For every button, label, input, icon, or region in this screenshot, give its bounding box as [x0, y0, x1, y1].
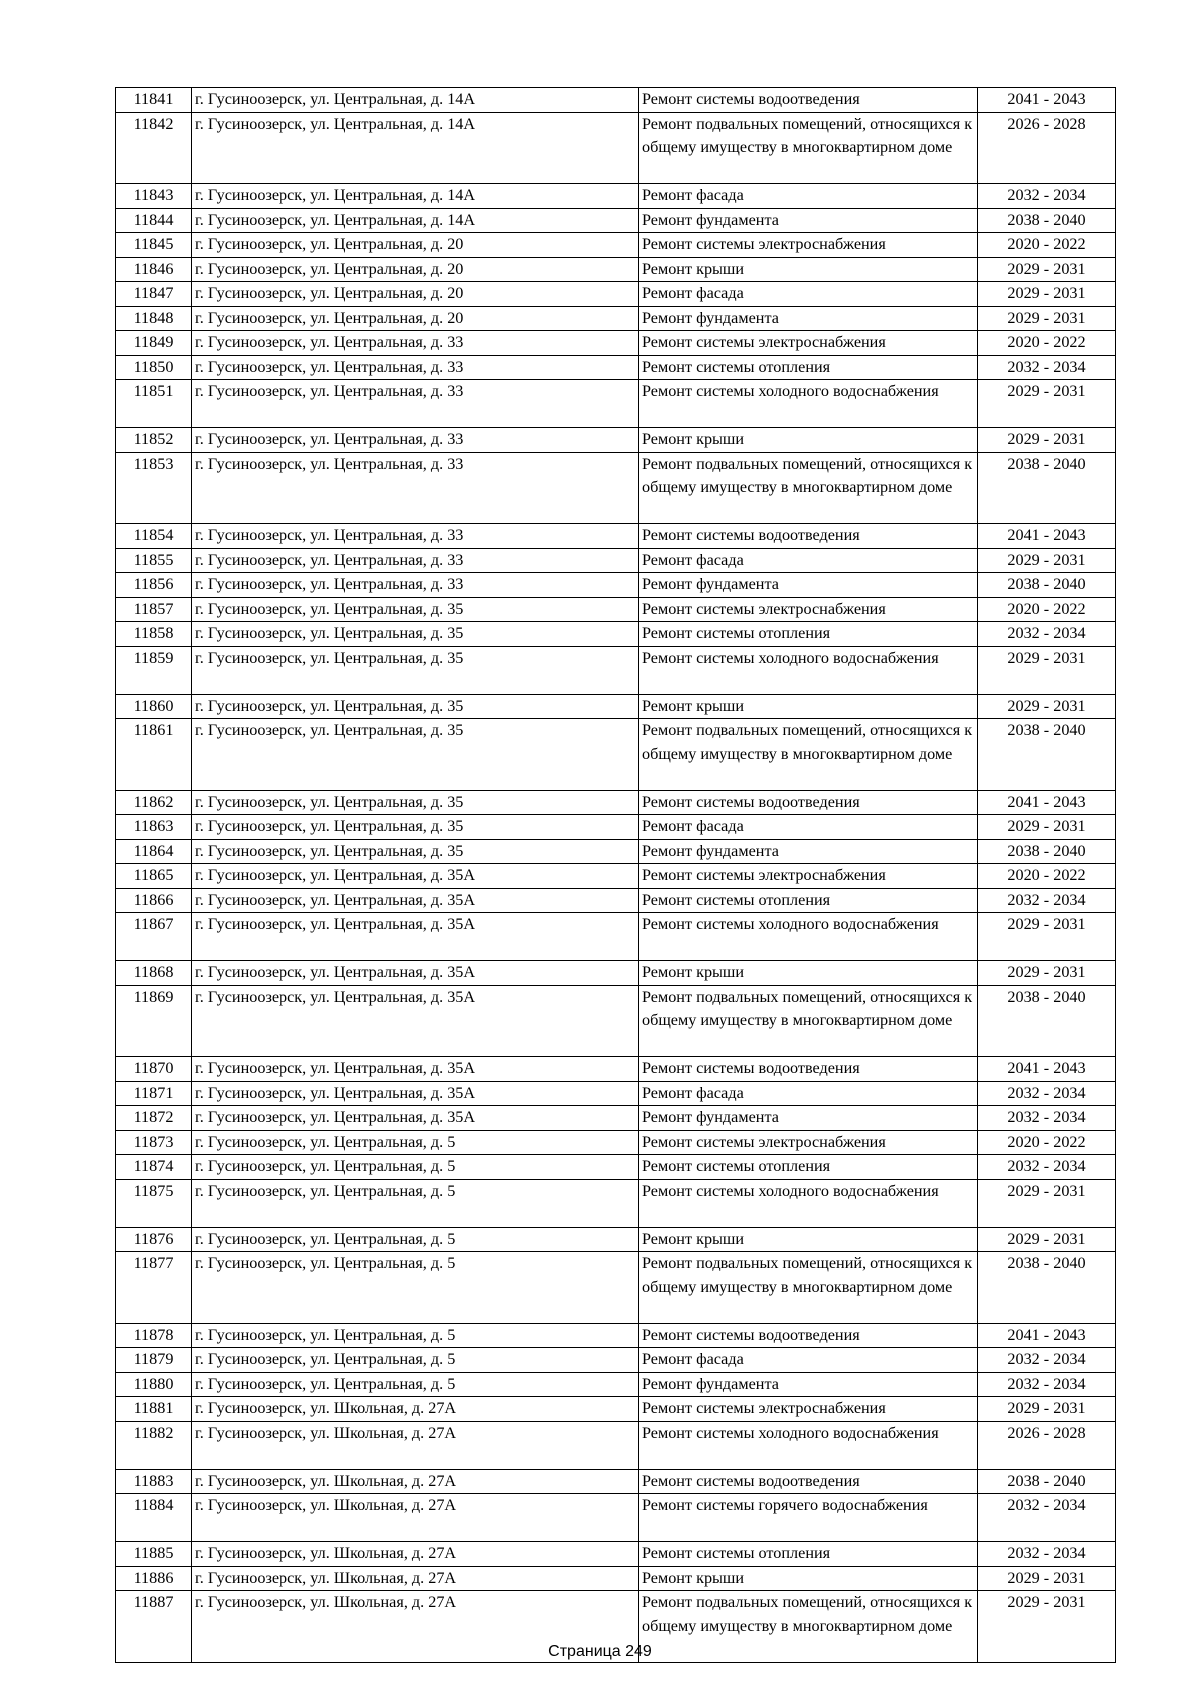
address-cell: г. Гусиноозерск, ул. Школьная, д. 27А [192, 1397, 639, 1422]
row-number-cell: 11846 [116, 257, 192, 282]
table-row [116, 985, 1116, 1057]
work-type-cell: Ремонт фасада [639, 282, 978, 307]
table-row [116, 1421, 1116, 1469]
row-number-cell: 11878 [116, 1323, 192, 1348]
table-row [116, 839, 1116, 864]
work-type-cell: Ремонт системы отопления [639, 355, 978, 380]
period-cell: 2020 - 2022 [978, 597, 1116, 622]
period-cell: 2041 - 2043 [978, 790, 1116, 815]
table-row [116, 961, 1116, 986]
period-cell: 2029 - 2031 [978, 1566, 1116, 1591]
row-number-cell: 11848 [116, 306, 192, 331]
row-number-cell: 11876 [116, 1227, 192, 1252]
period-cell: 2038 - 2040 [978, 1252, 1116, 1324]
address-cell: г. Гусиноозерск, ул. Центральная, д. 14А [192, 208, 639, 233]
table-row [116, 913, 1116, 961]
address-cell: г. Гусиноозерск, ул. Центральная, д. 35А [192, 888, 639, 913]
period-cell: 2032 - 2034 [978, 1494, 1116, 1542]
table-row [116, 548, 1116, 573]
row-number-cell: 11854 [116, 524, 192, 549]
work-type-cell: Ремонт системы отопления [639, 622, 978, 647]
row-number-cell: 11863 [116, 815, 192, 840]
period-cell: 2029 - 2031 [978, 1397, 1116, 1422]
row-number-cell: 11861 [116, 719, 192, 791]
row-number-cell: 11875 [116, 1179, 192, 1227]
row-number-cell: 11855 [116, 548, 192, 573]
period-cell: 2038 - 2040 [978, 719, 1116, 791]
address-cell: г. Гусиноозерск, ул. Школьная, д. 27А [192, 1566, 639, 1591]
address-cell: г. Гусиноозерск, ул. Центральная, д. 35А [192, 961, 639, 986]
address-cell: г. Гусиноозерск, ул. Центральная, д. 35А [192, 1057, 639, 1082]
table-row [116, 790, 1116, 815]
row-number-cell: 11847 [116, 282, 192, 307]
period-cell: 2029 - 2031 [978, 815, 1116, 840]
work-type-cell: Ремонт системы водоотведения [639, 1057, 978, 1082]
work-type-cell: Ремонт системы электроснабжения [639, 864, 978, 889]
period-cell: 2029 - 2031 [978, 548, 1116, 573]
table-row [116, 1057, 1116, 1082]
table-row [116, 184, 1116, 209]
table-row [116, 1494, 1116, 1542]
period-cell: 2029 - 2031 [978, 646, 1116, 694]
table-row [116, 1542, 1116, 1567]
address-cell: г. Гусиноозерск, ул. Центральная, д. 35 [192, 646, 639, 694]
work-type-cell: Ремонт фасада [639, 548, 978, 573]
address-cell: г. Гусиноозерск, ул. Центральная, д. 33 [192, 548, 639, 573]
work-type-cell: Ремонт системы водоотведения [639, 524, 978, 549]
row-number-cell: 11870 [116, 1057, 192, 1082]
period-cell: 2029 - 2031 [978, 306, 1116, 331]
table-row [116, 1155, 1116, 1180]
period-cell: 2041 - 2043 [978, 1057, 1116, 1082]
address-cell: г. Гусиноозерск, ул. Центральная, д. 5 [192, 1372, 639, 1397]
period-cell: 2041 - 2043 [978, 524, 1116, 549]
work-type-cell: Ремонт фундамента [639, 1372, 978, 1397]
period-cell: 2020 - 2022 [978, 233, 1116, 258]
row-number-cell: 11873 [116, 1130, 192, 1155]
work-type-cell: Ремонт подвальных помещений, относящихся к общему имуществу в многоквартирном доме [639, 719, 978, 791]
period-cell: 2032 - 2034 [978, 1106, 1116, 1131]
work-type-cell: Ремонт системы холодного водоснабжения [639, 913, 978, 961]
table-row [116, 112, 1116, 184]
work-type-cell: Ремонт фасада [639, 815, 978, 840]
address-cell: г. Гусиноозерск, ул. Центральная, д. 33 [192, 428, 639, 453]
address-cell: г. Гусиноозерск, ул. Центральная, д. 35 [192, 790, 639, 815]
address-cell: г. Гусиноозерск, ул. Центральная, д. 20 [192, 257, 639, 282]
row-number-cell: 11879 [116, 1348, 192, 1373]
period-cell: 2026 - 2028 [978, 1421, 1116, 1469]
table-body [116, 88, 1116, 1663]
table-row [116, 88, 1116, 113]
row-number-cell: 11860 [116, 694, 192, 719]
address-cell: г. Гусиноозерск, ул. Центральная, д. 35 [192, 694, 639, 719]
row-number-cell: 11849 [116, 331, 192, 356]
work-type-cell: Ремонт фасада [639, 1348, 978, 1373]
table-row [116, 452, 1116, 524]
row-number-cell: 11853 [116, 452, 192, 524]
work-type-cell: Ремонт подвальных помещений, относящихся к общему имуществу в многоквартирном доме [639, 1591, 978, 1663]
period-cell: 2029 - 2031 [978, 694, 1116, 719]
address-cell: г. Гусиноозерск, ул. Центральная, д. 5 [192, 1179, 639, 1227]
row-number-cell: 11887 [116, 1591, 192, 1663]
table-row [116, 380, 1116, 428]
row-number-cell: 11858 [116, 622, 192, 647]
work-type-cell: Ремонт системы водоотведения [639, 1469, 978, 1494]
period-cell: 2020 - 2022 [978, 864, 1116, 889]
period-cell: 2032 - 2034 [978, 184, 1116, 209]
table-row [116, 257, 1116, 282]
work-type-cell: Ремонт фундамента [639, 839, 978, 864]
address-cell: г. Гусиноозерск, ул. Центральная, д. 5 [192, 1323, 639, 1348]
row-number-cell: 11881 [116, 1397, 192, 1422]
table-row [116, 1130, 1116, 1155]
table-row [116, 428, 1116, 453]
period-cell: 2032 - 2034 [978, 1081, 1116, 1106]
table-row [116, 1252, 1116, 1324]
table-row [116, 524, 1116, 549]
row-number-cell: 11874 [116, 1155, 192, 1180]
work-type-cell: Ремонт фасада [639, 184, 978, 209]
period-cell: 2041 - 2043 [978, 1323, 1116, 1348]
row-number-cell: 11877 [116, 1252, 192, 1324]
work-type-cell: Ремонт системы электроснабжения [639, 331, 978, 356]
work-type-cell: Ремонт подвальных помещений, относящихся к общему имуществу в многоквартирном доме [639, 112, 978, 184]
period-cell: 2029 - 2031 [978, 428, 1116, 453]
row-number-cell: 11885 [116, 1542, 192, 1567]
work-type-cell: Ремонт крыши [639, 1227, 978, 1252]
period-cell: 2032 - 2034 [978, 1372, 1116, 1397]
period-cell: 2038 - 2040 [978, 985, 1116, 1057]
work-type-cell: Ремонт системы холодного водоснабжения [639, 646, 978, 694]
address-cell: г. Гусиноозерск, ул. Центральная, д. 33 [192, 452, 639, 524]
row-number-cell: 11842 [116, 112, 192, 184]
row-number-cell: 11868 [116, 961, 192, 986]
table-row [116, 282, 1116, 307]
work-type-cell: Ремонт подвальных помещений, относящихся к общему имуществу в многоквартирном доме [639, 452, 978, 524]
table-row [116, 1179, 1116, 1227]
address-cell: г. Гусиноозерск, ул. Центральная, д. 20 [192, 282, 639, 307]
table-row [116, 719, 1116, 791]
work-type-cell: Ремонт системы электроснабжения [639, 1397, 978, 1422]
period-cell: 2032 - 2034 [978, 888, 1116, 913]
row-number-cell: 11866 [116, 888, 192, 913]
table-row [116, 1372, 1116, 1397]
work-type-cell: Ремонт системы электроснабжения [639, 233, 978, 258]
table-row [116, 864, 1116, 889]
work-type-cell: Ремонт крыши [639, 257, 978, 282]
row-number-cell: 11862 [116, 790, 192, 815]
address-cell: г. Гусиноозерск, ул. Центральная, д. 35 [192, 597, 639, 622]
table-row [116, 573, 1116, 598]
table-row [116, 233, 1116, 258]
address-cell: г. Гусиноозерск, ул. Центральная, д. 35А [192, 1106, 639, 1131]
row-number-cell: 11867 [116, 913, 192, 961]
row-number-cell: 11882 [116, 1421, 192, 1469]
work-type-cell: Ремонт системы холодного водоснабжения [639, 1179, 978, 1227]
period-cell: 2029 - 2031 [978, 1591, 1116, 1663]
period-cell: 2029 - 2031 [978, 257, 1116, 282]
row-number-cell: 11852 [116, 428, 192, 453]
address-cell: г. Гусиноозерск, ул. Центральная, д. 5 [192, 1130, 639, 1155]
row-number-cell: 11880 [116, 1372, 192, 1397]
work-type-cell: Ремонт фундамента [639, 208, 978, 233]
row-number-cell: 11851 [116, 380, 192, 428]
table-row [116, 1397, 1116, 1422]
address-cell: г. Гусиноозерск, ул. Центральная, д. 14А [192, 112, 639, 184]
table-row [116, 597, 1116, 622]
work-type-cell: Ремонт системы водоотведения [639, 88, 978, 113]
work-type-cell: Ремонт системы электроснабжения [639, 597, 978, 622]
table-row [116, 1106, 1116, 1131]
period-cell: 2032 - 2034 [978, 355, 1116, 380]
address-cell: г. Гусиноозерск, ул. Центральная, д. 20 [192, 233, 639, 258]
table-row [116, 815, 1116, 840]
work-type-cell: Ремонт системы холодного водоснабжения [639, 1421, 978, 1469]
row-number-cell: 11886 [116, 1566, 192, 1591]
address-cell: г. Гусиноозерск, ул. Центральная, д. 5 [192, 1348, 639, 1373]
row-number-cell: 11841 [116, 88, 192, 113]
address-cell: г. Гусиноозерск, ул. Центральная, д. 35А [192, 1081, 639, 1106]
work-type-cell: Ремонт системы водоотведения [639, 790, 978, 815]
work-type-cell: Ремонт подвальных помещений, относящихся к общему имуществу в многоквартирном доме [639, 1252, 978, 1324]
address-cell: г. Гусиноозерск, ул. Центральная, д. 35А [192, 913, 639, 961]
address-cell: г. Гусиноозерск, ул. Центральная, д. 20 [192, 306, 639, 331]
period-cell: 2029 - 2031 [978, 282, 1116, 307]
work-type-cell: Ремонт крыши [639, 428, 978, 453]
work-type-cell: Ремонт фундамента [639, 1106, 978, 1131]
row-number-cell: 11845 [116, 233, 192, 258]
address-cell: г. Гусиноозерск, ул. Центральная, д. 35 [192, 622, 639, 647]
address-cell: г. Гусиноозерск, ул. Центральная, д. 5 [192, 1227, 639, 1252]
period-cell: 2032 - 2034 [978, 1155, 1116, 1180]
work-type-cell: Ремонт фасада [639, 1081, 978, 1106]
table-row [116, 1081, 1116, 1106]
page-number: Страница 249 [548, 1643, 652, 1660]
row-number-cell: 11864 [116, 839, 192, 864]
address-cell: г. Гусиноозерск, ул. Центральная, д. 5 [192, 1252, 639, 1324]
work-type-cell: Ремонт системы отопления [639, 1542, 978, 1567]
row-number-cell: 11871 [116, 1081, 192, 1106]
address-cell: г. Гусиноозерск, ул. Центральная, д. 14А [192, 88, 639, 113]
period-cell: 2032 - 2034 [978, 1348, 1116, 1373]
address-cell: г. Гусиноозерск, ул. Школьная, д. 27А [192, 1421, 639, 1469]
table-row [116, 1227, 1116, 1252]
address-cell: г. Гусиноозерск, ул. Центральная, д. 5 [192, 1155, 639, 1180]
row-number-cell: 11884 [116, 1494, 192, 1542]
work-type-cell: Ремонт системы горячего водоснабжения [639, 1494, 978, 1542]
address-cell: г. Гусиноозерск, ул. Центральная, д. 33 [192, 573, 639, 598]
address-cell: г. Гусиноозерск, ул. Центральная, д. 33 [192, 355, 639, 380]
work-type-cell: Ремонт крыши [639, 961, 978, 986]
row-number-cell: 11859 [116, 646, 192, 694]
work-type-cell: Ремонт системы электроснабжения [639, 1130, 978, 1155]
table-row [116, 888, 1116, 913]
work-type-cell: Ремонт системы водоотведения [639, 1323, 978, 1348]
period-cell: 2038 - 2040 [978, 1469, 1116, 1494]
period-cell: 2038 - 2040 [978, 573, 1116, 598]
period-cell: 2032 - 2034 [978, 622, 1116, 647]
table-row [116, 355, 1116, 380]
work-type-cell: Ремонт фундамента [639, 306, 978, 331]
period-cell: 2029 - 2031 [978, 913, 1116, 961]
row-number-cell: 11865 [116, 864, 192, 889]
address-cell: г. Гусиноозерск, ул. Центральная, д. 14А [192, 184, 639, 209]
period-cell: 2038 - 2040 [978, 208, 1116, 233]
row-number-cell: 11856 [116, 573, 192, 598]
address-cell: г. Гусиноозерск, ул. Центральная, д. 35А [192, 864, 639, 889]
table-row [116, 331, 1116, 356]
repair-schedule-table [115, 87, 1116, 1663]
row-number-cell: 11850 [116, 355, 192, 380]
period-cell: 2026 - 2028 [978, 112, 1116, 184]
address-cell: г. Гусиноозерск, ул. Центральная, д. 33 [192, 331, 639, 356]
work-type-cell: Ремонт системы отопления [639, 1155, 978, 1180]
work-type-cell: Ремонт фундамента [639, 573, 978, 598]
table-row [116, 646, 1116, 694]
work-type-cell: Ремонт системы отопления [639, 888, 978, 913]
table-row [116, 1323, 1116, 1348]
period-cell: 2029 - 2031 [978, 961, 1116, 986]
table-row [116, 622, 1116, 647]
address-cell: г. Гусиноозерск, ул. Центральная, д. 33 [192, 524, 639, 549]
address-cell: г. Гусиноозерск, ул. Школьная, д. 27А [192, 1591, 639, 1663]
address-cell: г. Гусиноозерск, ул. Центральная, д. 33 [192, 380, 639, 428]
table-row [116, 1566, 1116, 1591]
period-cell: 2038 - 2040 [978, 452, 1116, 524]
address-cell: г. Гусиноозерск, ул. Школьная, д. 27А [192, 1469, 639, 1494]
address-cell: г. Гусиноозерск, ул. Центральная, д. 35А [192, 985, 639, 1057]
period-cell: 2020 - 2022 [978, 331, 1116, 356]
table-row [116, 1348, 1116, 1373]
period-cell: 2029 - 2031 [978, 1227, 1116, 1252]
work-type-cell: Ремонт крыши [639, 1566, 978, 1591]
work-type-cell: Ремонт подвальных помещений, относящихся к общему имуществу в многоквартирном доме [639, 985, 978, 1057]
work-type-cell: Ремонт системы холодного водоснабжения [639, 380, 978, 428]
row-number-cell: 11857 [116, 597, 192, 622]
period-cell: 2020 - 2022 [978, 1130, 1116, 1155]
row-number-cell: 11844 [116, 208, 192, 233]
row-number-cell: 11869 [116, 985, 192, 1057]
table-row [116, 306, 1116, 331]
period-cell: 2029 - 2031 [978, 380, 1116, 428]
period-cell: 2038 - 2040 [978, 839, 1116, 864]
row-number-cell: 11843 [116, 184, 192, 209]
period-cell: 2029 - 2031 [978, 1179, 1116, 1227]
table-row [116, 694, 1116, 719]
row-number-cell: 11883 [116, 1469, 192, 1494]
address-cell: г. Гусиноозерск, ул. Центральная, д. 35 [192, 839, 639, 864]
address-cell: г. Гусиноозерск, ул. Центральная, д. 35 [192, 815, 639, 840]
address-cell: г. Гусиноозерск, ул. Центральная, д. 35 [192, 719, 639, 791]
work-type-cell: Ремонт крыши [639, 694, 978, 719]
address-cell: г. Гусиноозерск, ул. Школьная, д. 27А [192, 1542, 639, 1567]
address-cell: г. Гусиноозерск, ул. Школьная, д. 27А [192, 1494, 639, 1542]
table-row [116, 1469, 1116, 1494]
table-row [116, 208, 1116, 233]
period-cell: 2041 - 2043 [978, 88, 1116, 113]
period-cell: 2032 - 2034 [978, 1542, 1116, 1567]
row-number-cell: 11872 [116, 1106, 192, 1131]
